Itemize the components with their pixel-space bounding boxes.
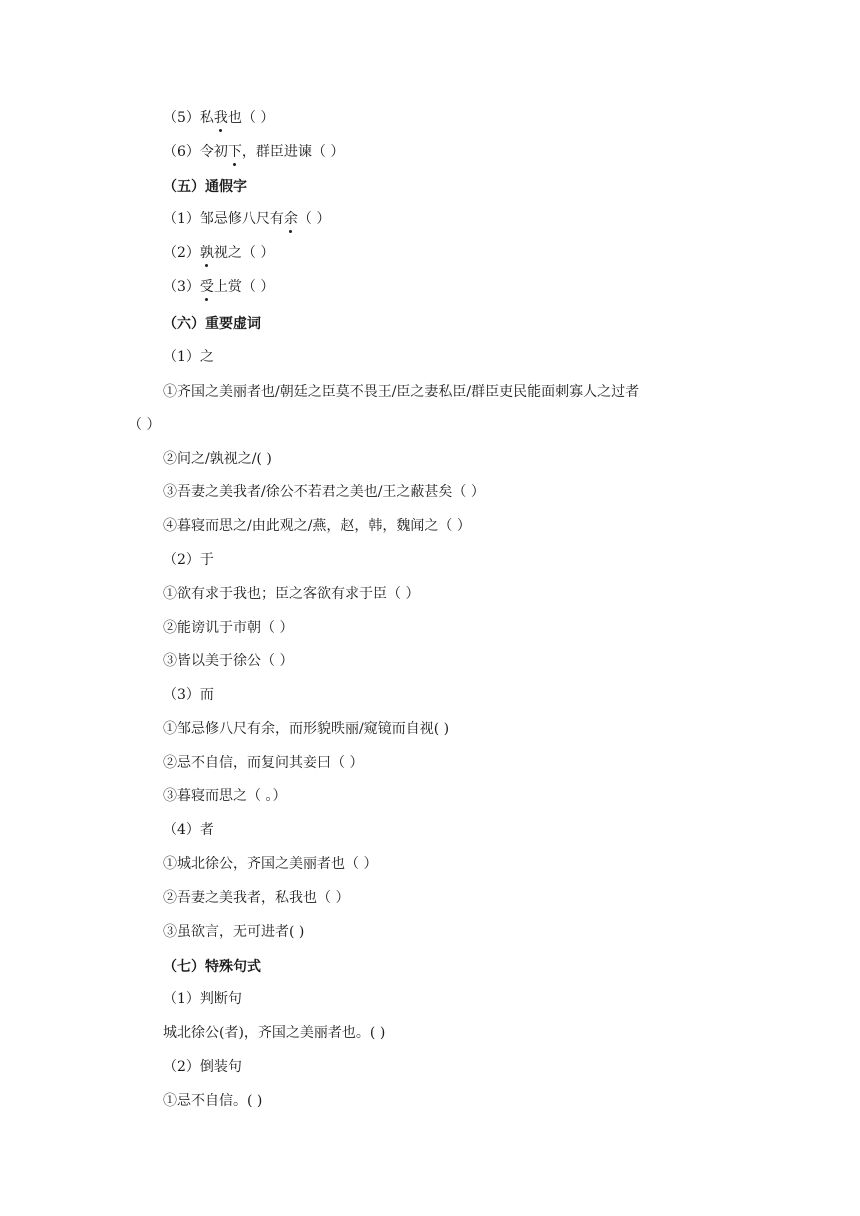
yu-item-3: ③皆以美于徐公（ ） xyxy=(163,653,294,669)
yu-item-2: ②能谤讥于市朝（ ） xyxy=(163,620,294,636)
zhi-item-1-blank: （ ） xyxy=(128,417,161,433)
er-item-2: ②忌不自信，而复问其妾曰（ ） xyxy=(163,755,364,771)
emphasis-dot-char: 孰 xyxy=(199,245,214,261)
item-text: （1）邹忌修八尺有 xyxy=(163,211,284,227)
section-heading-7: （七）特殊句式 xyxy=(163,959,261,975)
item-blank: 也（ ） xyxy=(227,110,275,126)
zhi-item-2: ②问之/孰视之/( ) xyxy=(163,451,272,467)
item-text: （6）令初 xyxy=(163,144,228,160)
zhe-item-1: ①城北徐公，齐国之美丽者也（ ） xyxy=(163,856,378,872)
daozhuangju-item-1: ①忌不自信。( ) xyxy=(163,1093,263,1109)
section-heading-6: （六）重要虚词 xyxy=(163,316,261,332)
subheading-zhi: （1）之 xyxy=(163,349,214,365)
item-text: （5）私 xyxy=(163,110,214,126)
yu-item-1: ①欲有求于我也；臣之客欲有求于臣（ ） xyxy=(163,586,420,602)
zhe-item-2: ②吾妻之美我者，私我也（ ） xyxy=(163,890,350,906)
emphasis-dot-char: 余 xyxy=(283,211,298,227)
zhi-item-3: ③吾妻之美我者/徐公不若君之美也/王之蔽甚矣（ ） xyxy=(163,484,485,500)
item-blank: （ ） xyxy=(297,211,331,227)
zhi-item-1: ①齐国之美丽者也/朝廷之臣莫不畏王/臣之妻私臣/群臣吏民能面刺寡人之过者 xyxy=(163,384,640,400)
subheading-er: （3）而 xyxy=(163,687,214,703)
tongjia-item-3 xyxy=(163,277,274,297)
subheading-daozhuangju: （2）倒装句 xyxy=(163,1059,242,1075)
item-6-ling-chu-xia xyxy=(163,142,344,162)
subheading-yu: （2）于 xyxy=(163,552,214,568)
subheading-zhe: （4）者 xyxy=(163,822,214,838)
panduanju-item: 城北徐公(者)，齐国之美丽者也。( ) xyxy=(163,1025,386,1041)
item-blank: 视之（ ） xyxy=(213,245,275,261)
zhi-item-4: ④暮寝而思之/由此观之/燕，赵，韩，魏闻之（ ） xyxy=(163,518,471,534)
er-item-1: ①邹忌修八尺有余，而形貌昳丽/窥镜而自视( ) xyxy=(163,721,450,737)
item-blank: 上赏（ ） xyxy=(213,279,275,295)
tongjia-item-2 xyxy=(163,243,274,263)
item-text: （3） xyxy=(163,279,200,295)
item-5-si-wo-ye xyxy=(163,108,274,128)
tongjia-item-1 xyxy=(163,209,330,229)
er-item-3: ③暮寝而思之（ 。） xyxy=(163,788,287,804)
emphasis-dot-char: 我 xyxy=(213,110,228,126)
subheading-panduanju: （1）判断句 xyxy=(163,991,242,1007)
section-heading-5: （五）通假字 xyxy=(163,179,247,195)
item-blank: ，群臣进谏（ ） xyxy=(241,144,345,160)
emphasis-dot-char: 受 xyxy=(199,279,214,295)
zhe-item-3: ③虽欲言，无可进者( ) xyxy=(163,924,305,940)
emphasis-dot-char: 下 xyxy=(227,144,242,160)
item-text: （2） xyxy=(163,245,200,261)
